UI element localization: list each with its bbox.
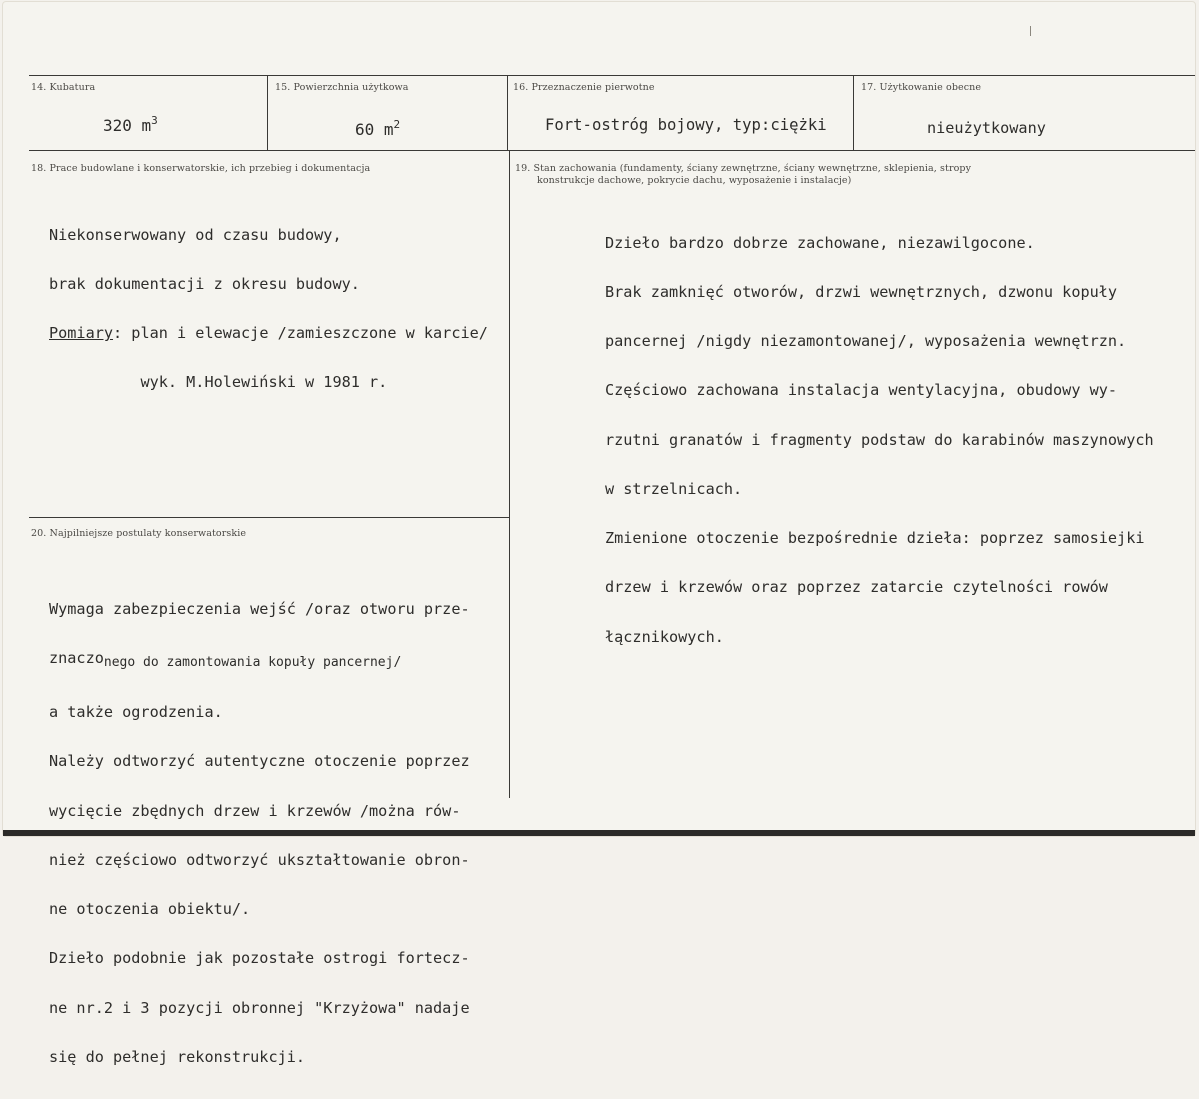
field-20-line-3: a także ogrodzenia. xyxy=(49,703,223,722)
field-19-line-9: łącznikowych. xyxy=(605,627,724,646)
field-20-line-10: się do pełnej rekonstrukcji. xyxy=(49,1047,306,1066)
field-16-label: 16. Przeznaczenie pierwotne xyxy=(513,82,655,93)
field-15-exponent: 2 xyxy=(393,118,401,131)
field-18-text xyxy=(49,194,488,424)
field-20-line-2: znaczonego do zamontowania kopuły pancernej/ xyxy=(49,649,402,671)
field-19-line-1: Dzieło bardzo dobrze zachowane, niezawilgocone. xyxy=(605,233,1035,252)
field-17-value: nieużytkowany xyxy=(927,119,1046,137)
divider-16-17 xyxy=(853,75,854,151)
field-14-value xyxy=(103,113,158,134)
divider-14-15 xyxy=(267,75,268,151)
inventory-card xyxy=(3,2,1195,1066)
field-19-line-4: Częściowo zachowana instalacja wentylacyjna, obudowy wy- xyxy=(605,381,1118,400)
field-18-line-2: brak dokumentacji z okresu budowy. xyxy=(49,275,360,294)
field-20-line-6: nież częściowo odtworzyć ukształtowanie obron- xyxy=(49,850,470,869)
field-18-pomiary-line xyxy=(49,325,488,341)
field-19-text xyxy=(605,202,1195,678)
field-20-label: 20. Najpilniejsze postulaty konserwatorskie xyxy=(31,528,247,539)
field-15-label: 15. Powierzchnia użytkowa xyxy=(275,82,409,93)
field-19-label-line-1: 19. Stan zachowania (fundamenty, ściany zewnętrzne, ściany wewnętrzne, sklepienia, stropy xyxy=(515,163,972,174)
field-16-value: Fort-ostróg bojowy, typ:ciężki xyxy=(545,116,827,134)
paper-mark xyxy=(1030,26,1031,36)
pomiary-text: : plan i elewacje /zamieszczone w karcie/ xyxy=(113,324,488,343)
top-rule xyxy=(29,75,1195,76)
left-middle-rule xyxy=(29,517,510,518)
field-14-label: 14. Kubatura xyxy=(31,82,96,93)
field-19-line-5: rzutni granatów i fragmenty podstaw do karabinów maszynowych xyxy=(605,430,1154,449)
field-15-value xyxy=(355,117,400,138)
field-14-exponent: 3 xyxy=(151,114,158,127)
field-20-line-9: ne nr.2 i 3 pozycji obronnej "Krzyżowa" nadaje xyxy=(49,998,470,1017)
field-19-line-2: Brak zamknięć otworów, drzwi wewnętrznych, dzwonu kopuły xyxy=(605,283,1118,302)
pomiary-label: Pomiary xyxy=(49,324,114,343)
field-19-line-6: w strzelnicach. xyxy=(605,479,743,498)
field-18-label: 18. Prace budowlane i konserwatorskie, ich przebieg i dokumentacja xyxy=(31,163,371,174)
field-20-line-5: wycięcie zbędnych drzew i krzewów /można rów- xyxy=(49,801,461,820)
field-20-line-8: Dzieło podobnie jak pozostałe ostrogi fortecz- xyxy=(49,949,470,968)
field-14-value-text: 320 m xyxy=(103,116,152,135)
field-18-pomiary-line-2: wyk. M.Holewiński w 1981 r. xyxy=(140,373,388,392)
card-bottom-edge xyxy=(3,830,1195,836)
field-20-line-1: Wymaga zabezpieczenia wejść /oraz otworu prze- xyxy=(49,599,470,618)
field-19-line-8: drzew i krzewów oraz poprzez zatarcie czytelności rowów xyxy=(605,578,1108,597)
field-20-line-7: ne otoczenia obiektu/. xyxy=(49,900,251,919)
field-19-label xyxy=(515,163,971,187)
field-15-value-text: 60 m xyxy=(355,120,394,139)
field-18-line-1: Niekonserwowany od czasu budowy, xyxy=(49,225,342,244)
field-19-line-7: Zmienione otoczenie bezpośrednie dzieła: poprzez samosiejki xyxy=(605,529,1145,548)
divider-15-16 xyxy=(507,75,508,151)
field-20-line-4: Należy odtworzyć autentyczne otoczenie poprzez xyxy=(49,752,470,771)
field-19-line-3: pancernej /nigdy niezamontowanej/, wyposażenia wewnętrzn. xyxy=(605,332,1127,351)
row1-bottom-rule xyxy=(29,150,1195,151)
center-divider xyxy=(509,150,510,798)
field-17-label: 17. Użytkowanie obecne xyxy=(861,82,982,93)
field-19-label-line-2: konstrukcje dachowe, pokrycie dachu, wyposażenie i instalacje) xyxy=(537,175,852,186)
